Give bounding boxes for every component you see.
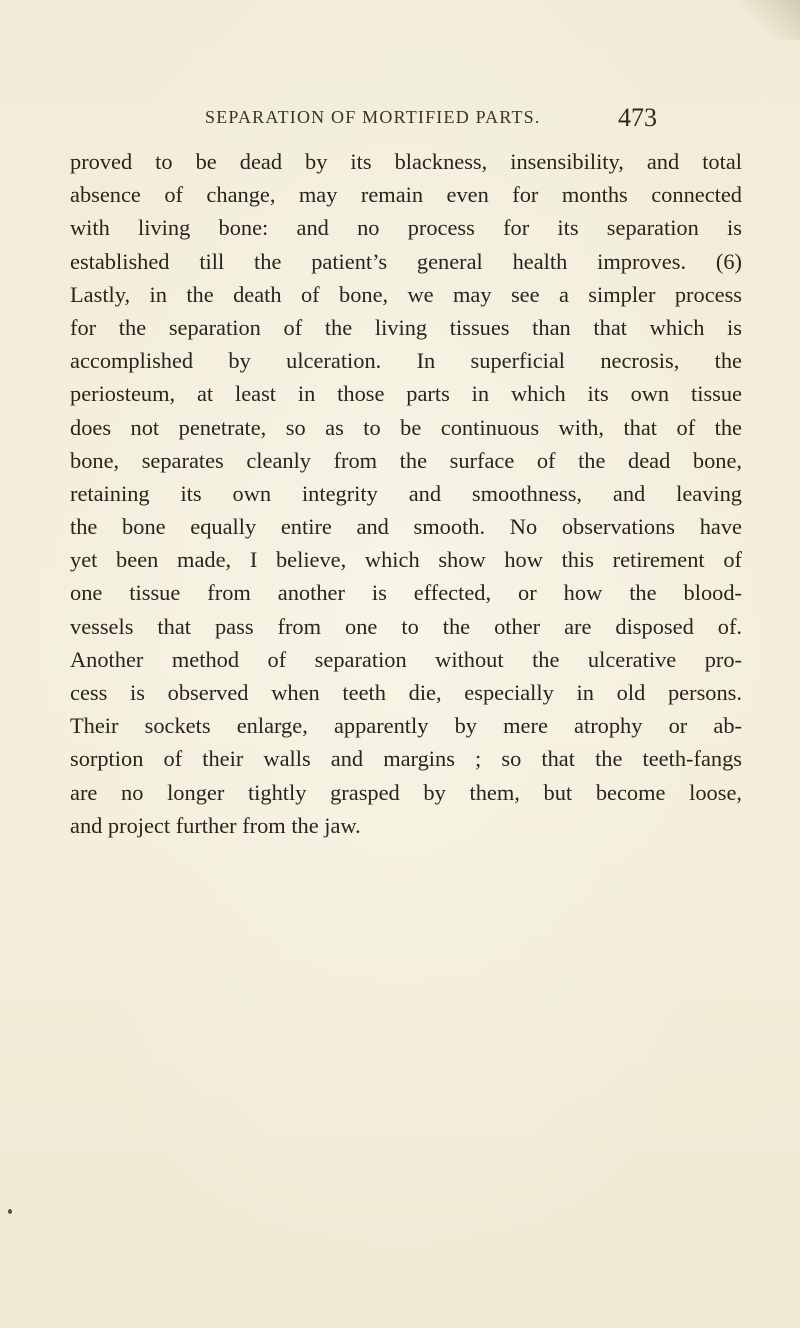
text-line: one tissue from another is effected, or how the blood- (70, 580, 742, 606)
text-line: the bone equally entire and smooth. No observations have (70, 514, 742, 540)
text-line: vessels that pass from one to the other are disposed of. (70, 613, 742, 639)
text-line: sorption of their walls and margins ; so that the teeth-fangs (70, 746, 742, 772)
text-line: are no longer tightly grasped by them, but become loose, (70, 779, 742, 805)
running-head: SEPARATION OF MORTIFIED PARTS. (205, 107, 541, 127)
text-line: retaining its own integrity and smoothness, and leaving (70, 480, 742, 506)
text-line: bone, separates cleanly from the surface of the dead bone, (70, 447, 742, 473)
text-line: Lastly, in the death of bone, we may see a simpler process (70, 281, 742, 307)
text-line: cess is observed when teeth die, especially in old persons. (70, 680, 742, 705)
paper-speck (8, 1209, 12, 1214)
text-line-last: and project further from the jaw. (70, 812, 361, 838)
text-line: periosteum, at least in those parts in which its own tissue (70, 381, 742, 407)
text-line: Their sockets enlarge, apparently by mere atrophy or ab- (70, 713, 742, 739)
text-line: established till the patient’s general health improves. (6) (70, 248, 742, 274)
text-line: Another method of separation without the ulcerative pro- (70, 646, 742, 672)
text-line: does not penetrate, so as to be continuous with, that of the (70, 414, 742, 440)
text-line: absence of change, may remain even for months connected (70, 182, 742, 208)
text-line: with living bone: and no process for its separation is (70, 215, 742, 241)
text-line: accomplished by ulceration. In superficial necrosis, the (70, 348, 742, 374)
text-line: yet been made, I believe, which show how this retirement of (70, 547, 742, 573)
text-line: for the separation of the living tissues than that which is (70, 314, 742, 340)
page-number: 473 (618, 103, 657, 132)
page-header (0, 103, 800, 137)
page-corner-shadow (740, 0, 800, 40)
text-line: proved to be dead by its blackness, insensibility, and total (70, 149, 742, 174)
body-text (70, 145, 742, 842)
